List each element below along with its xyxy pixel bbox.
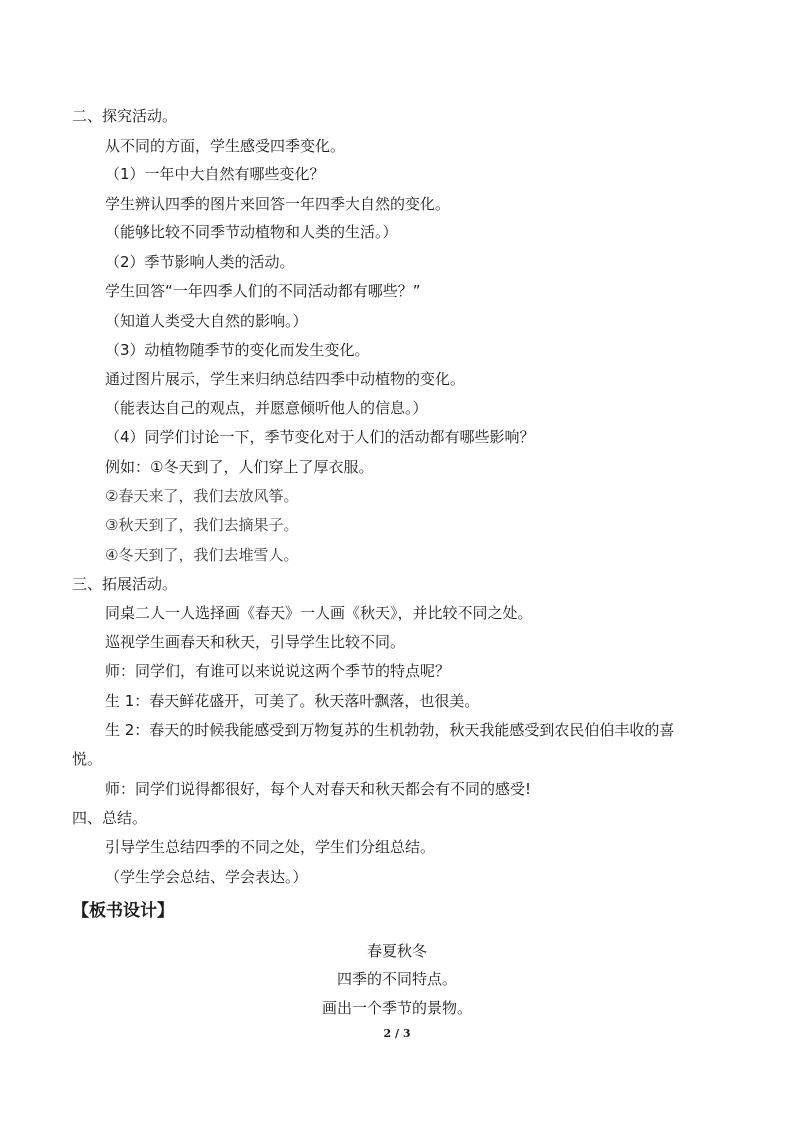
board-line: 春夏秋冬: [366, 942, 427, 960]
paragraph: （2）季节影响人类的活动。: [105, 253, 295, 271]
paragraph: 巡视学生画春天和秋天，引导学生比较不同。: [105, 633, 406, 651]
paragraph: （4）同学们讨论一下，季节变化对于人们的活动都有哪些影响？: [105, 428, 535, 446]
paragraph: 生 2：春天的时候我能感受到万物复苏的生机勃勃，秋天我能感受到农民伯伯丰收的喜: [105, 721, 675, 739]
paragraph: 学生回答“一年四季人们的不同活动都有哪些？”: [105, 282, 421, 300]
paragraph: 同桌二人一人选择画《春天》一人画《秋天》，并比较不同之处。: [105, 604, 533, 622]
paragraph: （能表达自己的观点，并愿意倾听他人的信息。）: [105, 399, 428, 417]
paragraph: ③秋天到了，我们去摘果子。: [105, 516, 299, 534]
paragraph: 通过图片展示，学生来归纳总结四季中动植物的变化。: [105, 370, 466, 388]
section-heading: 三、拓展活动。: [72, 575, 178, 593]
paragraph: 师：同学们，有谁可以来说说这两个季节的特点呢？: [105, 662, 451, 680]
paragraph: ④冬天到了，我们去堆雪人。: [105, 546, 299, 564]
section-heading: 二、探究活动。: [72, 107, 178, 125]
paragraph: 例如：①冬天到了，人们穿上了厚衣服。: [105, 458, 374, 476]
paragraph: （能够比较不同季节动植物和人类的生活。）: [105, 223, 398, 241]
board-design-heading: 【板书设计】: [72, 901, 174, 921]
section-heading: 四、总结。: [72, 809, 148, 827]
board-line: 四季的不同特点。: [336, 970, 457, 988]
paragraph: （1）一年中大自然有哪些变化？: [105, 165, 325, 183]
paragraph: 生 1：春天鲜花盛开，可美了。秋天落叶飘落，也很美。: [105, 692, 480, 710]
paragraph: ②春天来了，我们去放风筝。: [105, 487, 299, 505]
paragraph: 从不同的方面，学生感受四季变化。: [105, 137, 346, 155]
paragraph: 师：同学们说得都很好，每个人对春天和秋天都会有不同的感受!: [105, 780, 532, 798]
page-number: 2 / 3: [383, 1027, 411, 1040]
paragraph: 学生辨认四季的图片来回答一年四季大自然的变化。: [105, 195, 451, 213]
paragraph: （知道人类受大自然的影响。）: [105, 312, 308, 330]
paragraph: （学生学会总结、学会表达。）: [105, 868, 308, 886]
board-line: 画出一个季节的景物。: [321, 999, 472, 1017]
paragraph: 引导学生总结四季的不同之处，学生们分组总结。: [105, 838, 436, 856]
paragraph-continuation: 悦。: [72, 750, 103, 768]
paragraph: （3）动植物随季节的变化而发生变化。: [105, 341, 370, 359]
